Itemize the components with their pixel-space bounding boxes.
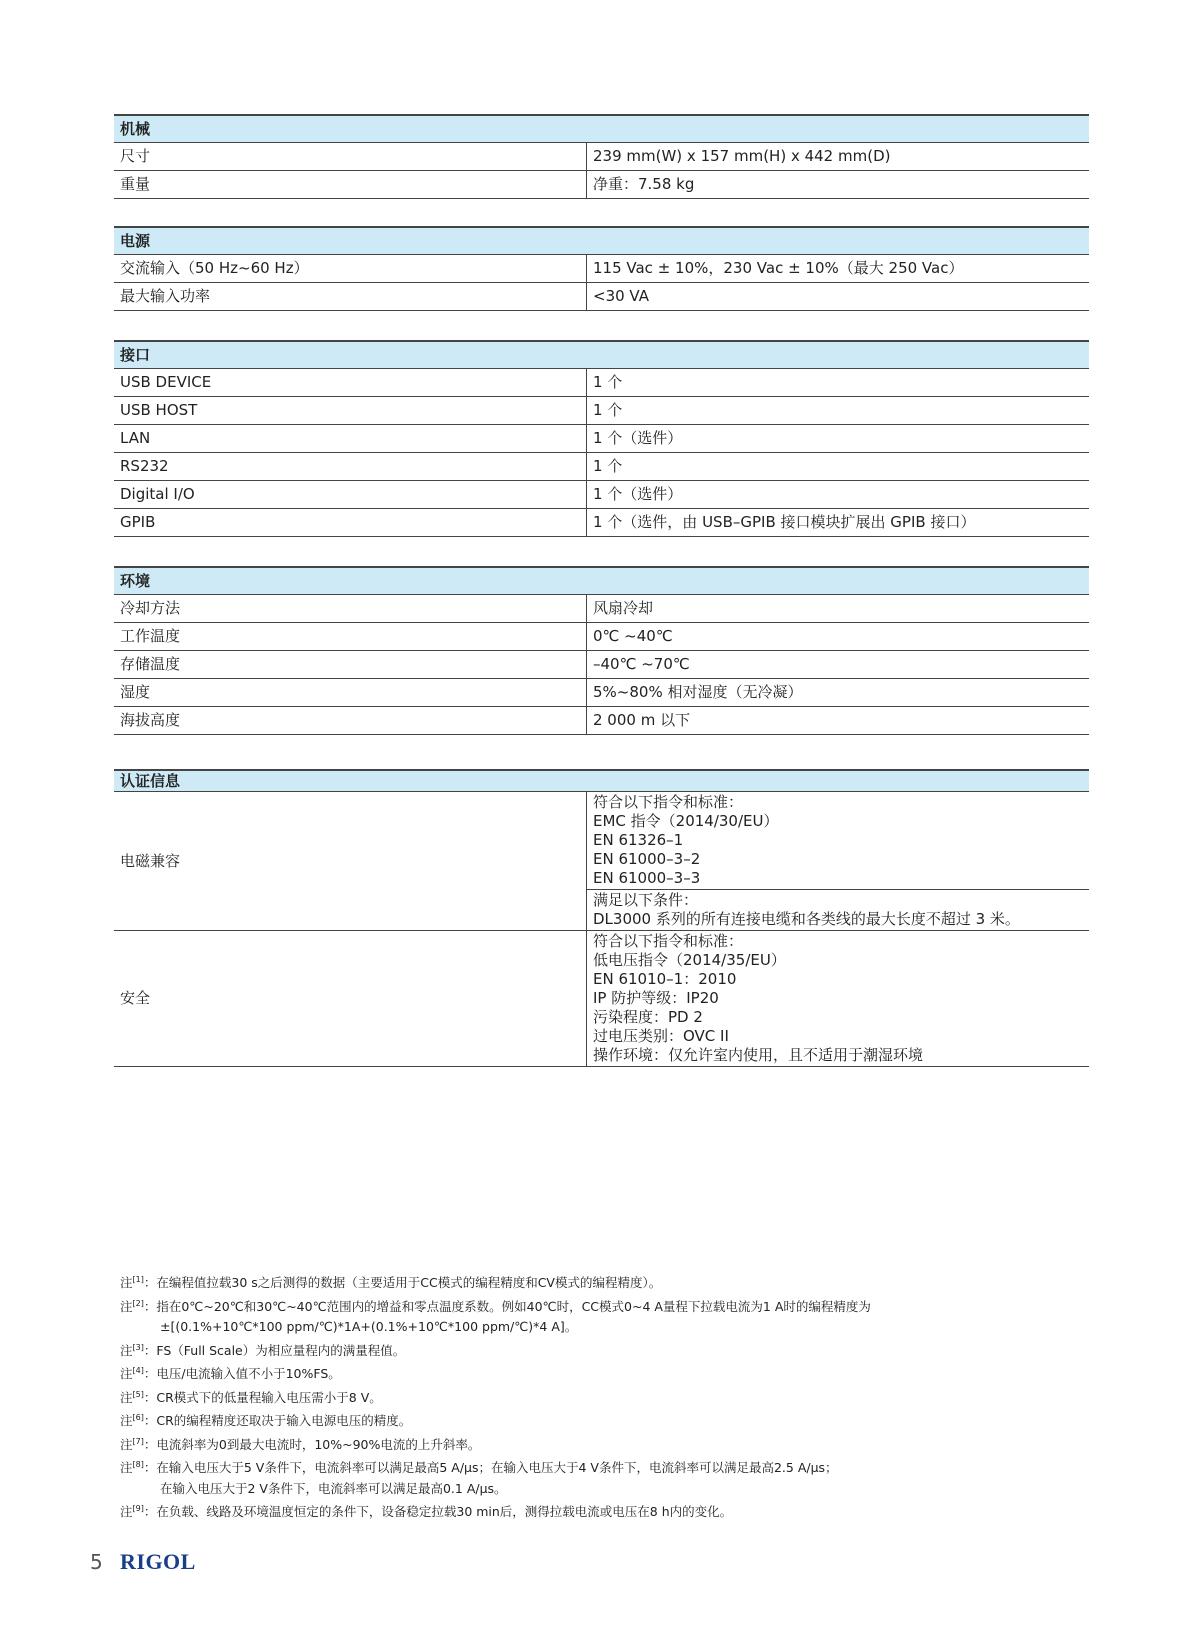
footnote: 注[4]：电压/电流输入值不小于10%FS。 [120, 1366, 341, 1382]
emc-label: 电磁兼容 [114, 792, 587, 931]
section-title: 环境 [114, 567, 1089, 595]
certification-table [114, 769, 1089, 1067]
table-row: GPIB 1 个（选件，由 USB–GPIB 接口模块扩展出 GPIB 接口） [114, 509, 1089, 537]
table-row: USB DEVICE 1 个 [114, 369, 1089, 397]
table-row: 最大输入功率 <30 VA [114, 283, 1089, 311]
footnote: 注[5]：CR模式下的低量程输入电压需小于8 V。 [120, 1389, 382, 1405]
interface-table [114, 340, 1089, 537]
footnote-continuation: 在输入电压大于2 V条件下，电流斜率可以满足最高0.1 A/μs。 [160, 1480, 507, 1496]
section-title: 机械 [114, 115, 1089, 143]
emc-conditions: 满足以下条件： DL3000 系列的所有连接电缆和各类线的最大长度不超过 3 米。 [587, 890, 1090, 931]
mechanical-table [114, 114, 1089, 199]
footnote: 注[1]：在编程值拉载30 s之后测得的数据（主要适用于CC模式的编程精度和CV模式的编程精度）。 [120, 1275, 662, 1291]
footnote: 注[8]：在输入电压大于5 V条件下，电流斜率可以满足最高5 A/μs；在输入电压大于4 V条件下，电流斜率可以满足最高2.5 A/μs； [120, 1460, 838, 1476]
table-row: Digital I/O 1 个（选件） [114, 481, 1089, 509]
footnote: 注[2]：指在0℃~20℃和30℃~40℃范围内的增益和零点温度系数。例如40℃时，CC模式0~4 A量程下拉载电流为1 A时的编程精度为 [120, 1298, 871, 1314]
emc-standards: 符合以下指令和标准： EMC 指令（2014/30/EU） EN 61326–1 EN 61000–3–2 EN 61000–3–3 [587, 792, 1090, 890]
power-table [114, 226, 1089, 311]
table-row: 工作温度 0℃ ~40℃ [114, 623, 1089, 651]
table-row: 冷却方法 风扇冷却 [114, 595, 1089, 623]
footnote-continuation: ±[(0.1%+10℃*100 ppm/℃)*1A+(0.1%+10℃*100 ppm/℃)*4 A]。 [160, 1319, 578, 1335]
table-row: RS232 1 个 [114, 453, 1089, 481]
section-title: 电源 [114, 227, 1089, 255]
table-row: 湿度 5%~80% 相对湿度（无冷凝） [114, 679, 1089, 707]
section-title: 认证信息 [114, 770, 1089, 792]
footnote: 注[7]：电流斜率为0到最大电流时，10%~90%电流的上升斜率。 [120, 1436, 481, 1452]
section-title: 接口 [114, 341, 1089, 369]
table-row: LAN 1 个（选件） [114, 425, 1089, 453]
table-row: 海拔高度 2 000 m 以下 [114, 707, 1089, 735]
table-row: USB HOST 1 个 [114, 397, 1089, 425]
safety-label: 安全 [114, 931, 587, 1067]
environment-table [114, 566, 1089, 735]
table-row: 交流输入（50 Hz~60 Hz） 115 Vac ± 10%，230 Vac ± 10%（最大 250 Vac） [114, 255, 1089, 283]
footnote: 注[9]：在负载、线路及环境温度恒定的条件下，设备稳定拉载30 min后，测得拉载电流或电压在8 h内的变化。 [120, 1504, 733, 1520]
footnotes [120, 1270, 871, 1523]
table-row: 尺寸 239 mm(W) x 157 mm(H) x 442 mm(D) [114, 143, 1089, 171]
safety-standards: 符合以下指令和标准： 低电压指令（2014/35/EU） EN 61010–1：2010 IP 防护等级：IP20 污染程度：PD 2 过电压类别：OVC II 操作环境：仅允许室内使用，且不适用于潮湿环境 [587, 931, 1090, 1067]
rigol-logo: RIGOL [120, 1549, 196, 1574]
table-row [114, 931, 1089, 1067]
table-row: 重量 净重：7.58 kg [114, 171, 1089, 199]
page-number: 5 [90, 1550, 103, 1574]
table-row: 存储温度 –40℃ ~70℃ [114, 651, 1089, 679]
table-row [114, 792, 1089, 890]
footnote: 注[3]：FS（Full Scale）为相应量程内的满量程值。 [120, 1342, 406, 1358]
footnote: 注[6]：CR的编程精度还取决于输入电源电压的精度。 [120, 1413, 412, 1429]
